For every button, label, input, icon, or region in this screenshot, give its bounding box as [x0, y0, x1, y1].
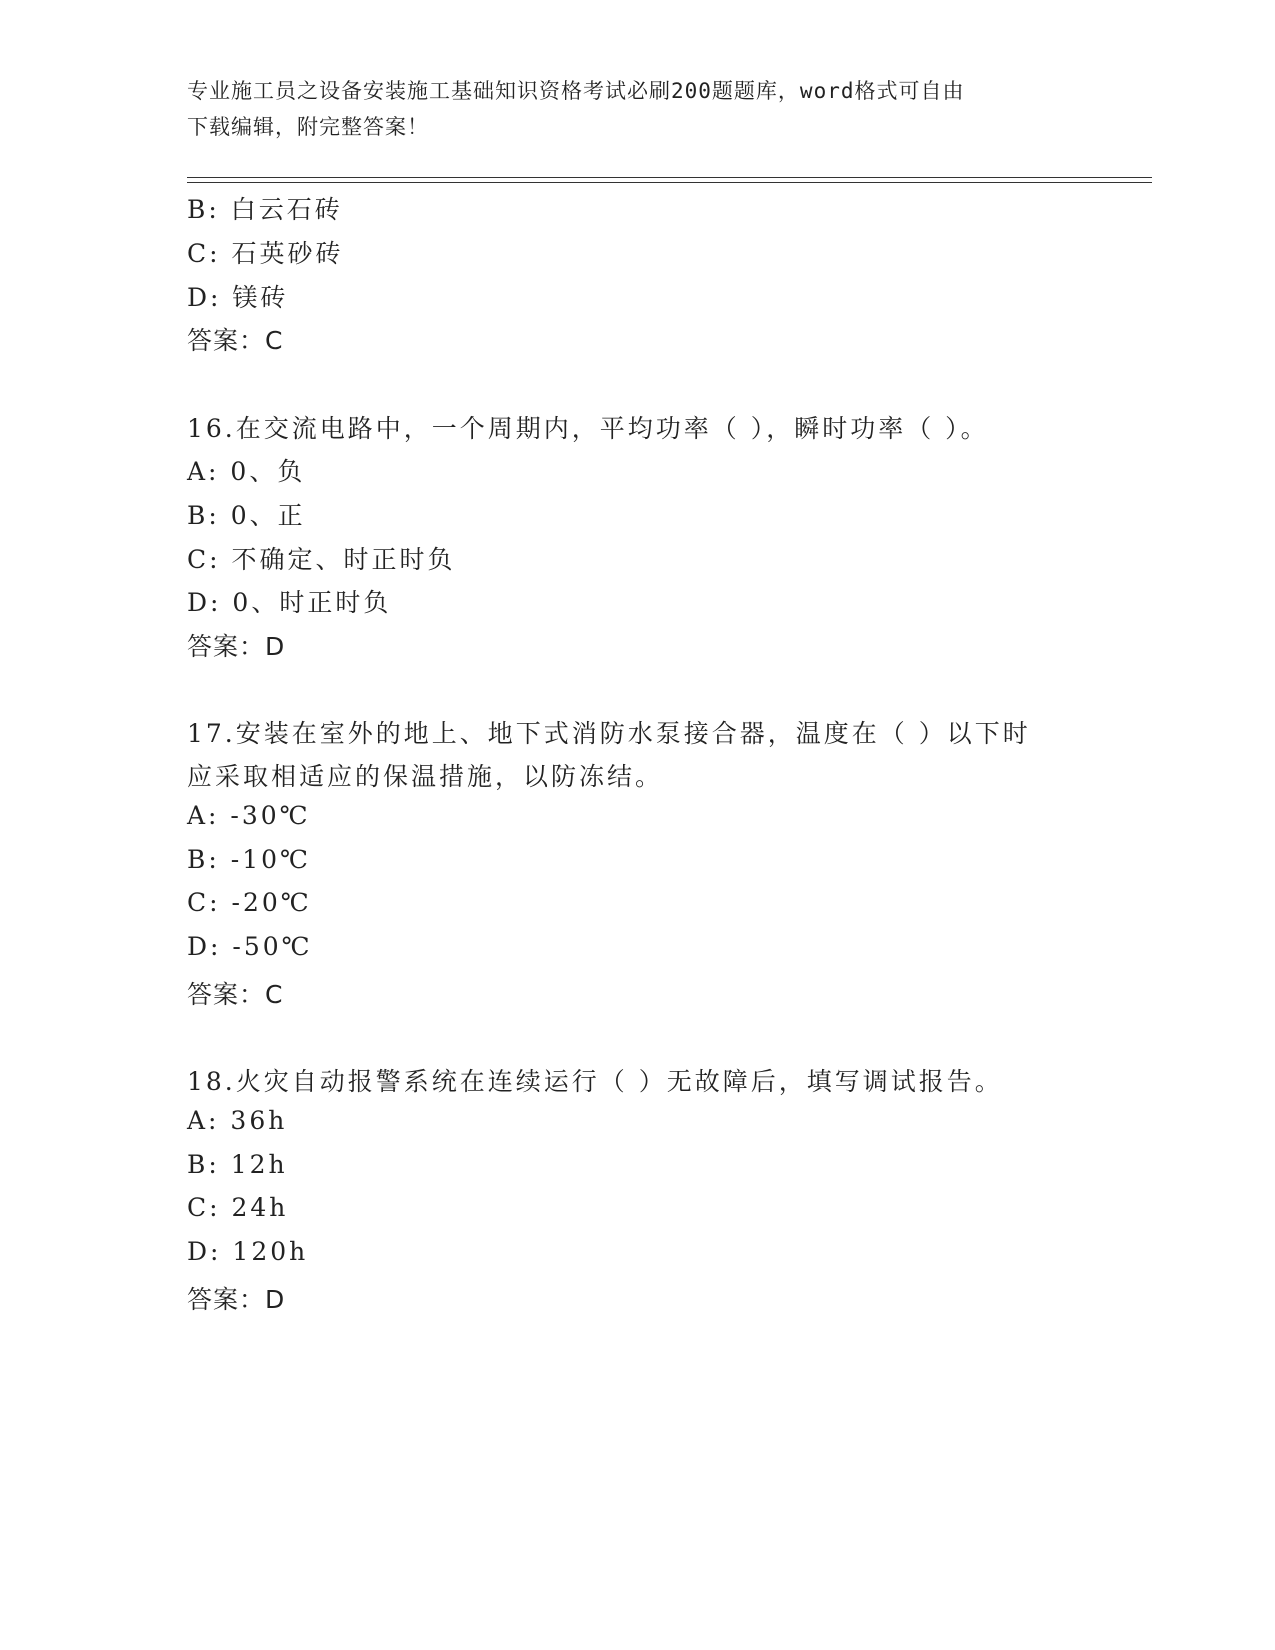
q15-option-b: B: 白云石砖 [187, 195, 343, 224]
q17-answer: 答案：C [187, 980, 284, 1009]
q17-option-a: A: -30℃ [187, 801, 311, 830]
q17-stem-line-1: 17.安装在室外的地上、地下式消防水泵接合器，温度在（ ）以下时 [187, 719, 1031, 748]
header-divider-bottom [187, 182, 1152, 183]
q18-option-a: A: 36h [187, 1106, 288, 1135]
q16-stem: 16.在交流电路中，一个周期内，平均功率（ ），瞬时功率（ ）。 [187, 414, 989, 443]
q15-option-c: C: 石英砂砖 [187, 239, 344, 268]
q17-option-b: B: -10℃ [187, 845, 311, 874]
header-divider-top [187, 177, 1152, 178]
q16-option-b: B: 0、正 [187, 501, 306, 530]
q15-option-d: D: 镁砖 [187, 283, 289, 312]
q18-option-b: B: 12h [187, 1150, 288, 1179]
q16-option-a: A: 0、负 [187, 457, 306, 486]
q16-option-d: D: 0、时正时负 [187, 588, 392, 617]
q17-option-c: C: -20℃ [187, 888, 312, 917]
q16-option-c: C: 不确定、时正时负 [187, 545, 456, 574]
q16-answer: 答案：D [187, 632, 286, 661]
document-header [187, 73, 1067, 145]
q18-option-d: D: 120h [187, 1237, 309, 1266]
q18-answer: 答案：D [187, 1285, 286, 1314]
q15-answer: 答案：C [187, 326, 284, 355]
q17-option-d: D: -50℃ [187, 932, 313, 961]
q17-stem-line-2: 应采取相适应的保温措施，以防冻结。 [187, 762, 664, 791]
q18-stem: 18.火灾自动报警系统在连续运行（ ）无故障后，填写调试报告。 [187, 1067, 1003, 1096]
header-title-line-2: 下载编辑，附完整答案！ [187, 115, 429, 139]
header-title-line-1: 专业施工员之设备安装施工基础知识资格考试必刷200题题库，word格式可自由 [187, 79, 965, 103]
q18-option-c: C: 24h [187, 1193, 289, 1222]
